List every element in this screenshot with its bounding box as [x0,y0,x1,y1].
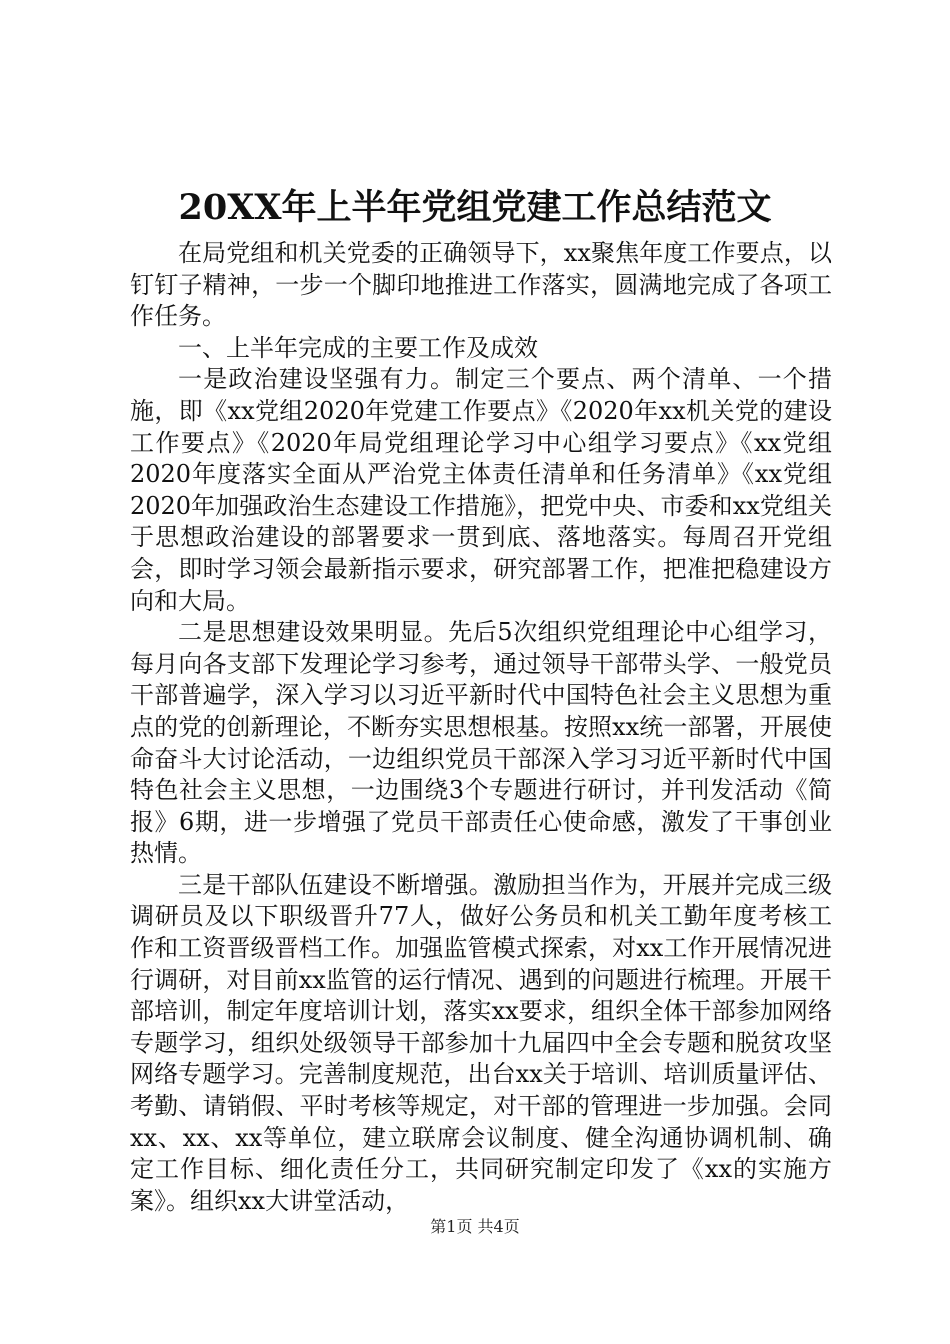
section-heading: 一、上半年完成的主要工作及成效 [178,333,538,362]
paragraph-cadre: 三是干部队伍建设不断增强。激励担当作为，开展并完成三级调研员及以下职级晋升77人，做好公务员和机关工勤年度考核工作和工资晋级晋档工作。加强监管模式探索，对xx工作开展情况进行调研，对目前xx监管的运行情况、遇到的问题进行梳理。开展干部培训，制定年度培训计划，落实xx要求，组织全体干部参加网络专题学习，组织处级领导干部参加十九届四中全会专题和脱贫攻坚网络专题学习。完善制度规范，出台xx关于培训、培训质量评估、考勤、请销假、平时考核等规定，对干部的管理进一步加强。会同xx、xx、xx等单位，建立联席会议制度、健全沟通协调机制、确定工作目标、细化责任分工，共同研究制定印发了《xx的实施方案》。组织xx大讲堂活动， [130,870,832,1215]
paragraph-intro: 在局党组和机关党委的正确领导下，xx聚焦年度工作要点，以钉钉子精神，一步一个脚印地推进工作落实，圆满地完成了各项工作任务。 [130,239,832,331]
page-footer: 第1页 共4页 [430,1217,520,1236]
paragraph-ideological: 二是思想建设效果明显。先后5次组织党组理论中心组学习，每月向各支部下发理论学习参考，通过领导干部带头学、一般党员干部普遍学，深入学习以习近平新时代中国特色社会主义思想为重点的党的创新理论，不断夯实思想根基。按照xx统一部署，开展使命奋斗大讨论活动，一边组织党员干部深入学习习近平新时代中国特色社会主义思想，一边围绕3个专题进行研讨，并刊发活动《简报》6期，进一步增强了党员干部责任心使命感，激发了干事创业热情。 [130,618,832,868]
document-title: 20XX年上半年党组党建工作总结范文 [178,187,772,228]
paragraph-political: 一是政治建设坚强有力。制定三个要点、两个清单、一个措施，即《xx党组2020年党建工作要点》《2020年xx机关党的建设工作要点》《2020年局党组理论学习中心组学习要点》《xx党组2020年度落实全面从严治党主体责任清单和任务清单》《xx党组2020年加强政治生态建设工作措施》，把党中央、市委和xx党组关于思想政治建设的部署要求一贯到底、落地落实。每周召开党组会，即时学习领会最新指示要求，研究部署工作，把准把稳建设方向和大局。 [130,365,832,615]
document-body [130,238,832,1217]
